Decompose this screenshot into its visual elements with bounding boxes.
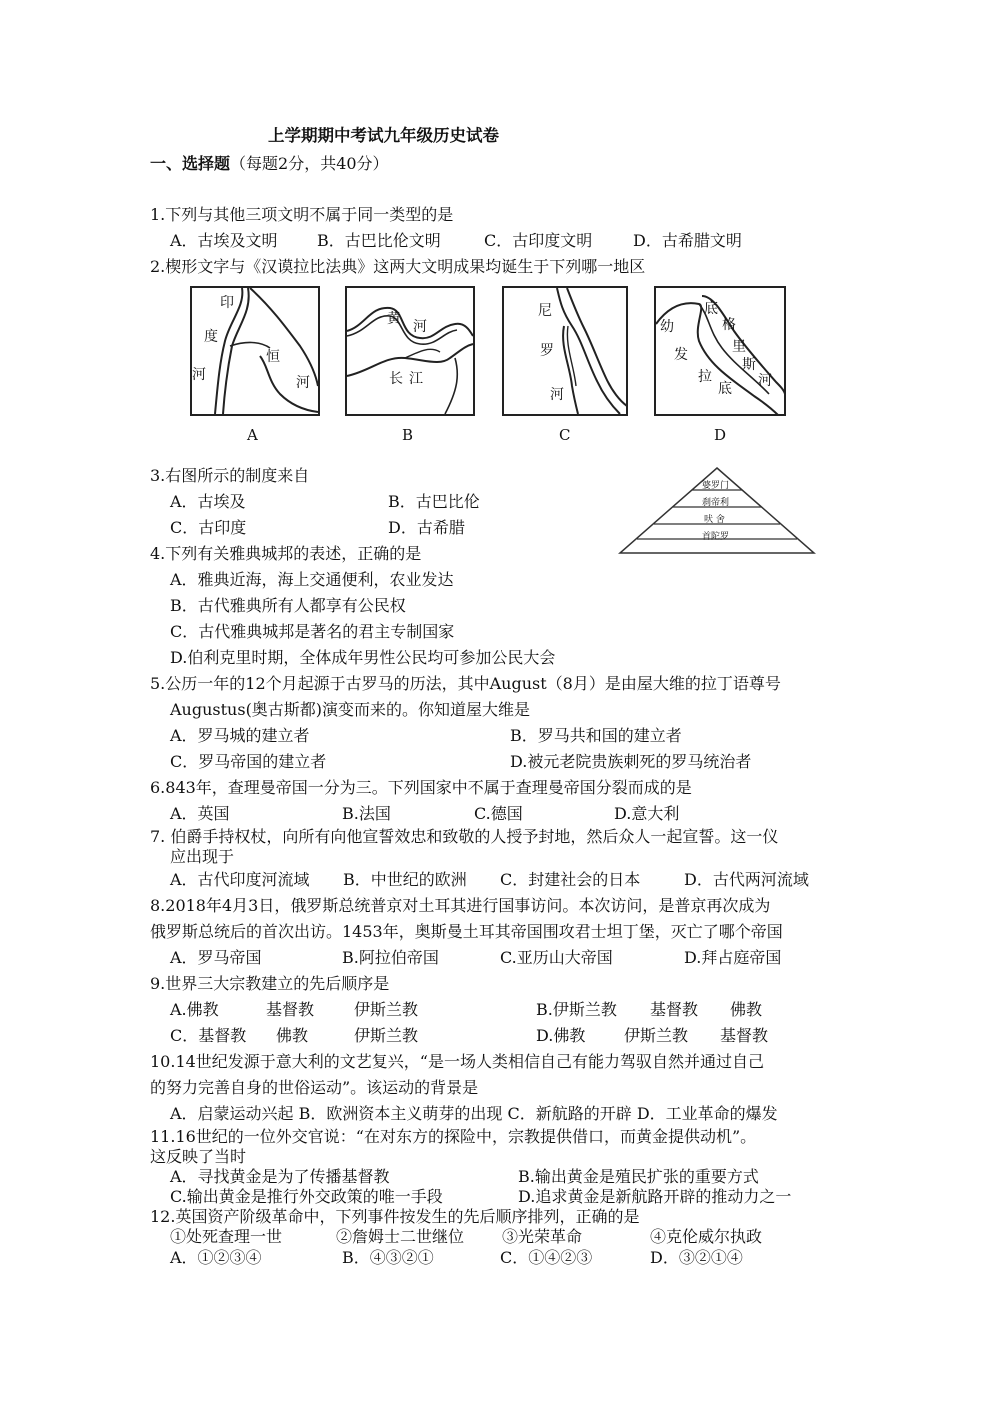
map-a-label: 印	[220, 295, 234, 311]
map-b-yellow-yangtze	[345, 286, 475, 416]
q4-option-d: D.伯利克里时期，全体成年男性公民均可参加公民大会	[170, 648, 556, 667]
q7-option-c: C．封建社会的日本	[500, 870, 641, 889]
map-a-label: 恒	[266, 349, 280, 365]
map-b-label: 长	[389, 371, 403, 387]
caste-kshatriya: 刹帝利	[702, 498, 730, 508]
map-d-caption: D	[714, 426, 727, 444]
map-c-caption: C	[559, 426, 571, 444]
q6-option-b: B.法国	[342, 804, 391, 823]
question-5-stem-line2: Augustus(奥古斯都)演变而来的。你知道屋大维是	[170, 700, 531, 719]
q10-options: A．启蒙运动兴起 B．欧洲资本主义萌芽的出现 C．新航路的开辟 D．工业革命的爆发	[170, 1104, 778, 1123]
q9-option-d	[536, 1026, 769, 1045]
map-b-label: 河	[413, 319, 427, 335]
q9-option-d-item: 伊斯兰教	[624, 1026, 689, 1045]
question-4-stem: 4.下列有关雅典城邦的表述，正确的是	[150, 544, 422, 563]
q12-item-1: ①处死查理一世	[170, 1227, 283, 1246]
q1-option-d: D．古希腊文明	[633, 231, 742, 250]
q9-option-b-item: 佛教	[730, 1000, 763, 1019]
question-10-stem-line1: 10.14世纪发源于意大利的文艺复兴，“是一场人类相信自己有能力驾驭自然并通过自己	[150, 1052, 764, 1071]
q11-option-b: B.输出黄金是殖民扩张的重要方式	[518, 1167, 759, 1186]
map-d-label: 河	[758, 373, 772, 389]
q7-option-d: D．古代两河流域	[684, 870, 809, 889]
question-9-stem: 9.世界三大宗教建立的先后顺序是	[150, 974, 390, 993]
map-c-label: 河	[550, 387, 564, 403]
q9-option-a-item: A.佛教	[170, 1000, 219, 1019]
question-1-stem: 1.下列与其他三项文明不属于同一类型的是	[150, 205, 454, 224]
q9-option-c-item: C．基督教	[170, 1026, 247, 1045]
q6-option-d: D.意大利	[614, 804, 680, 823]
map-d-label: 格	[722, 317, 736, 333]
map-d-label: 幼	[660, 319, 674, 335]
q12-option-c: C．①④②③	[500, 1248, 593, 1267]
q1-option-c: C．古印度文明	[484, 231, 593, 250]
question-11-stem-line1: 11.16世纪的一位外交官说：“在对东方的探险中，宗教提供借口，而黄金提供动机”。	[150, 1127, 757, 1146]
q1-option-b: B．古巴比伦文明	[317, 231, 441, 250]
q9-option-b	[536, 1000, 763, 1019]
q3-option-c: C．古印度	[170, 518, 247, 537]
question-3-stem: 3.右图所示的制度来自	[150, 466, 310, 485]
q11-option-d: D.追求黄金是新航路开辟的推动力之一	[518, 1187, 792, 1206]
q3-option-a: A．古埃及	[170, 492, 246, 511]
question-11-stem-line2: 这反映了当时	[150, 1147, 247, 1166]
q9-option-c-item: 佛教	[276, 1026, 309, 1045]
caste-pyramid-diagram	[618, 466, 816, 556]
map-d-label: 底	[718, 381, 732, 397]
q5-option-a: A．罗马城的建立者	[170, 726, 310, 745]
q11-option-a: A．寻找黄金是为了传播基督教	[170, 1167, 390, 1186]
question-5-stem-line1: 5.公历一年的12个月起源于古罗马的历法，其中August（8月）是由屋大维的拉丁语尊号	[150, 674, 781, 693]
q7-option-a: A．古代印度河流域	[170, 870, 310, 889]
map-a-label: 河	[192, 367, 206, 383]
q4-option-b: B．古代雅典所有人都享有公民权	[170, 596, 406, 615]
map-d-label: 拉	[698, 369, 712, 385]
page-title: 上学期期中考试九年级历史试卷	[268, 126, 499, 145]
question-7-stem-line1: 7. 伯爵手持权杖，向所有向他宣誓效忠和致敬的人授予封地，然后众人一起宣誓。这一仪	[150, 827, 779, 846]
map-c-label: 尼	[538, 303, 552, 319]
map-c-label: 罗	[540, 343, 554, 359]
q4-option-a: A．雅典近海，海上交通便利，农业发达	[170, 570, 454, 589]
caste-vaishya: 吠 舍	[704, 515, 725, 525]
map-b-label: 黄	[387, 311, 401, 327]
q6-option-a: A．英国	[170, 804, 230, 823]
q5-option-d: D.被元老院贵族刺死的罗马统治者	[510, 752, 752, 771]
q3-option-d: D．古希腊	[388, 518, 465, 537]
question-2-stem: 2.楔形文字与《汉谟拉比法典》这两大文明成果均诞生于下列哪一地区	[150, 257, 646, 276]
section-heading-label: 一、选择题	[150, 154, 231, 173]
map-d-tigris-euphrates	[654, 286, 786, 416]
q9-option-d-item: D.佛教	[536, 1026, 586, 1045]
q4-option-c: C．古代雅典城邦是著名的君主专制国家	[170, 622, 455, 641]
section-score-note: （每题2分，共40分）	[230, 154, 389, 173]
q1-option-a: A．古埃及文明	[170, 231, 278, 250]
q9-option-d-item: 基督教	[720, 1026, 769, 1045]
q9-option-a	[170, 1000, 419, 1019]
q7-option-b: B．中世纪的欧洲	[343, 870, 467, 889]
q12-option-a: A．①②③④	[170, 1248, 262, 1267]
q5-option-c: C．罗马帝国的建立者	[170, 752, 327, 771]
q11-option-c: C.输出黄金是推行外交政策的唯一手段	[170, 1187, 443, 1206]
q8-option-b: B.阿拉伯帝国	[342, 948, 439, 967]
question-10-stem-line2: 的努力完善自身的世俗运动”。该运动的背景是	[150, 1078, 479, 1097]
section-heading	[150, 156, 389, 172]
q9-option-a-item: 基督教	[266, 1000, 315, 1019]
q12-item-2: ②詹姆士二世继位	[336, 1227, 465, 1246]
map-b-label: 江	[409, 371, 423, 387]
question-8-stem-line2: 俄罗斯总统后的首次出访。1453年，奥斯曼土耳其帝国围攻君士坦丁堡，灭亡了哪个帝国	[150, 922, 783, 941]
q9-option-b-item: 基督教	[650, 1000, 699, 1019]
q8-option-c: C.亚历山大帝国	[500, 948, 613, 967]
q9-option-b-item: B.伊斯兰教	[536, 1000, 617, 1019]
map-a-label: 度	[204, 329, 218, 345]
map-a-indus-ganges	[190, 286, 320, 416]
q9-option-c-item: 伊斯兰教	[354, 1026, 419, 1045]
question-6-stem: 6.843年，查理曼帝国一分为三。下列国家中不属于查理曼帝国分裂而成的是	[150, 778, 692, 797]
q8-option-d: D.拜占庭帝国	[684, 948, 782, 967]
map-d-label: 斯	[742, 357, 756, 373]
map-a-label: 河	[296, 375, 310, 391]
caste-shudra: 首陀罗	[702, 532, 730, 542]
q12-option-b: B．④③②①	[342, 1248, 434, 1267]
question-7-stem-line2: 应出现于	[170, 847, 235, 866]
question-12-stem: 12.英国资产阶级革命中，下列事件按发生的先后顺序排列，正确的是	[150, 1207, 640, 1226]
map-c-nile	[502, 286, 628, 416]
map-d-label: 发	[674, 347, 688, 363]
map-b-caption: B	[402, 426, 414, 444]
q12-item-3: ③光荣革命	[502, 1227, 583, 1246]
map-d-label: 底	[704, 301, 718, 317]
q9-option-c	[170, 1026, 419, 1045]
q5-option-b: B．罗马共和国的建立者	[510, 726, 682, 745]
q6-option-c: C.德国	[474, 804, 523, 823]
caste-brahmin: 婆罗门	[702, 481, 730, 491]
map-a-caption: A	[247, 426, 258, 444]
q12-item-4: ④克伦威尔执政	[650, 1227, 763, 1246]
q9-option-a-item: 伊斯兰教	[354, 1000, 419, 1019]
q8-option-a: A．罗马帝国	[170, 948, 262, 967]
q3-option-b: B．古巴比伦	[388, 492, 480, 511]
map-d-label: 里	[732, 339, 746, 355]
question-8-stem-line1: 8.2018年4月3日，俄罗斯总统普京对土耳其进行国事访问。本次访问，是普京再次成为	[150, 896, 771, 915]
q12-option-d: D．③②①④	[650, 1248, 743, 1267]
